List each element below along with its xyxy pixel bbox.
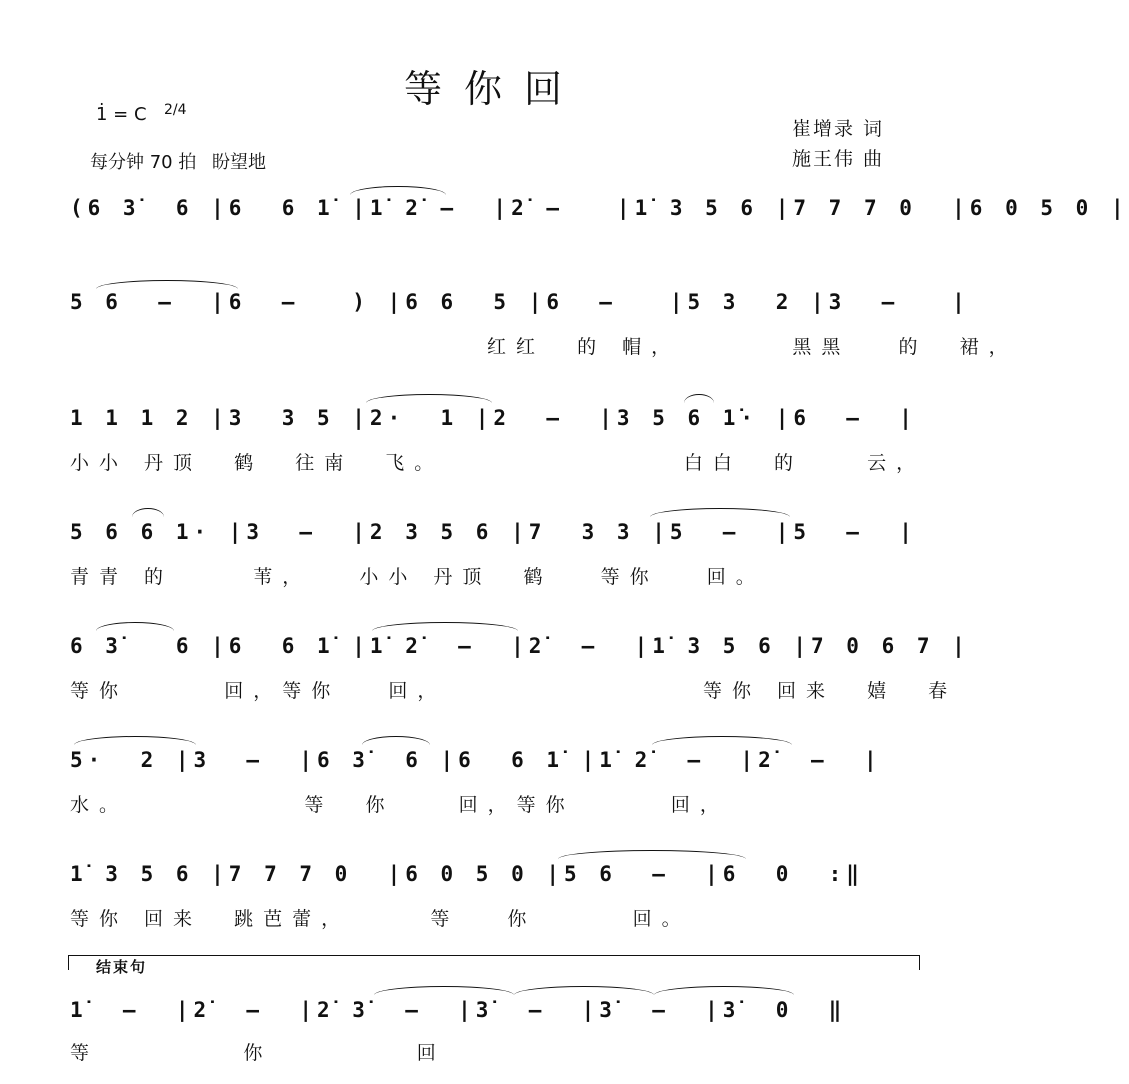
tie xyxy=(514,986,654,995)
score-line-2 xyxy=(0,290,1018,358)
notation: (6 3̇ 6 |6 6 1̇ |1̇ 2̇ – |2̇ – |1̇ 3 5 6 |7 7 7 0 |6 0 5 0 | xyxy=(70,196,1129,220)
slur xyxy=(132,508,164,517)
tie xyxy=(558,850,746,859)
lyrics: 青青 的 苇， 小小 丹顶 鹤 等你 回。 xyxy=(70,566,765,588)
tie xyxy=(350,186,446,195)
tie xyxy=(96,280,238,289)
score-line-6 xyxy=(0,748,988,816)
notation: 6 3̇ 6 |6 6 1̇ |1̇ 2̇ – |2̇ – |1̇ 3 5 6 |7 0 6 7 | xyxy=(70,634,970,658)
score-line-ending xyxy=(0,998,988,1064)
ending-label: 结束句 xyxy=(96,958,148,976)
notation: 5· 2 |3 – |6 3̇ 6 |6 6 1̇ |1̇ 2̇ – |2̇ – | xyxy=(70,748,882,772)
score-line-3 xyxy=(0,406,988,474)
lyrics: 等 你 回 xyxy=(70,1042,446,1064)
slur xyxy=(362,736,430,745)
lyrics: 红红 的 帽， 黑黑 的 裙， xyxy=(70,336,1018,358)
tie xyxy=(374,986,514,995)
slur xyxy=(684,394,714,403)
score-line-4 xyxy=(0,520,988,588)
composer: 施王伟 曲 xyxy=(792,148,885,170)
tempo: 每分钟 70 拍 xyxy=(90,152,197,173)
tie xyxy=(654,986,794,995)
lyrics: 等你 回来 跳芭蕾， 等 你 回。 xyxy=(70,908,691,930)
expression: 盼望地 xyxy=(212,152,266,173)
slur xyxy=(74,736,196,745)
notation: 1̇ 3 5 6 |7 7 7 0 |6 0 5 0 |5 6 – |6 0 :‖ xyxy=(70,862,864,886)
slur xyxy=(96,622,174,631)
notation: 5 6 – |6 – ) |6 6 5 |6 – |5 3 2 |3 – | xyxy=(70,290,970,314)
tie xyxy=(650,508,790,517)
score-line-1 xyxy=(0,196,1129,256)
tie xyxy=(366,394,492,403)
notation: 5 6 6 1· |3 – |2 3 5 6 |7 3 3 |5 – |5 – | xyxy=(70,520,917,544)
key-signature: 1̇ = C xyxy=(96,104,147,125)
lyricist: 崔增录 词 xyxy=(792,118,885,140)
notation: 1 1 1 2 |3 3 5 |2· 1 |2 – |3 5 6 1̇· |6 – | xyxy=(70,406,917,430)
tie xyxy=(372,622,518,631)
tie xyxy=(652,736,792,745)
score-line-5 xyxy=(0,634,988,702)
time-signature: 2/4 xyxy=(164,102,187,118)
lyrics: 等你 回，等你 回， 等你 回来 嬉 春 xyxy=(70,680,958,702)
score-line-7 xyxy=(0,862,988,930)
ending-bracket xyxy=(68,955,920,970)
lyrics: 水。 等 你 回，等你 回， xyxy=(70,794,729,816)
notation: 1̇ – |2̇ – |2̇ 3̇ – |3̇ – |3̇ – |3̇ 0 ‖ xyxy=(70,998,847,1022)
lyrics: 小小 丹顶 鹤 往南 飞。 白白 的 云， xyxy=(70,452,926,474)
song-title: 等你回 xyxy=(403,67,584,111)
